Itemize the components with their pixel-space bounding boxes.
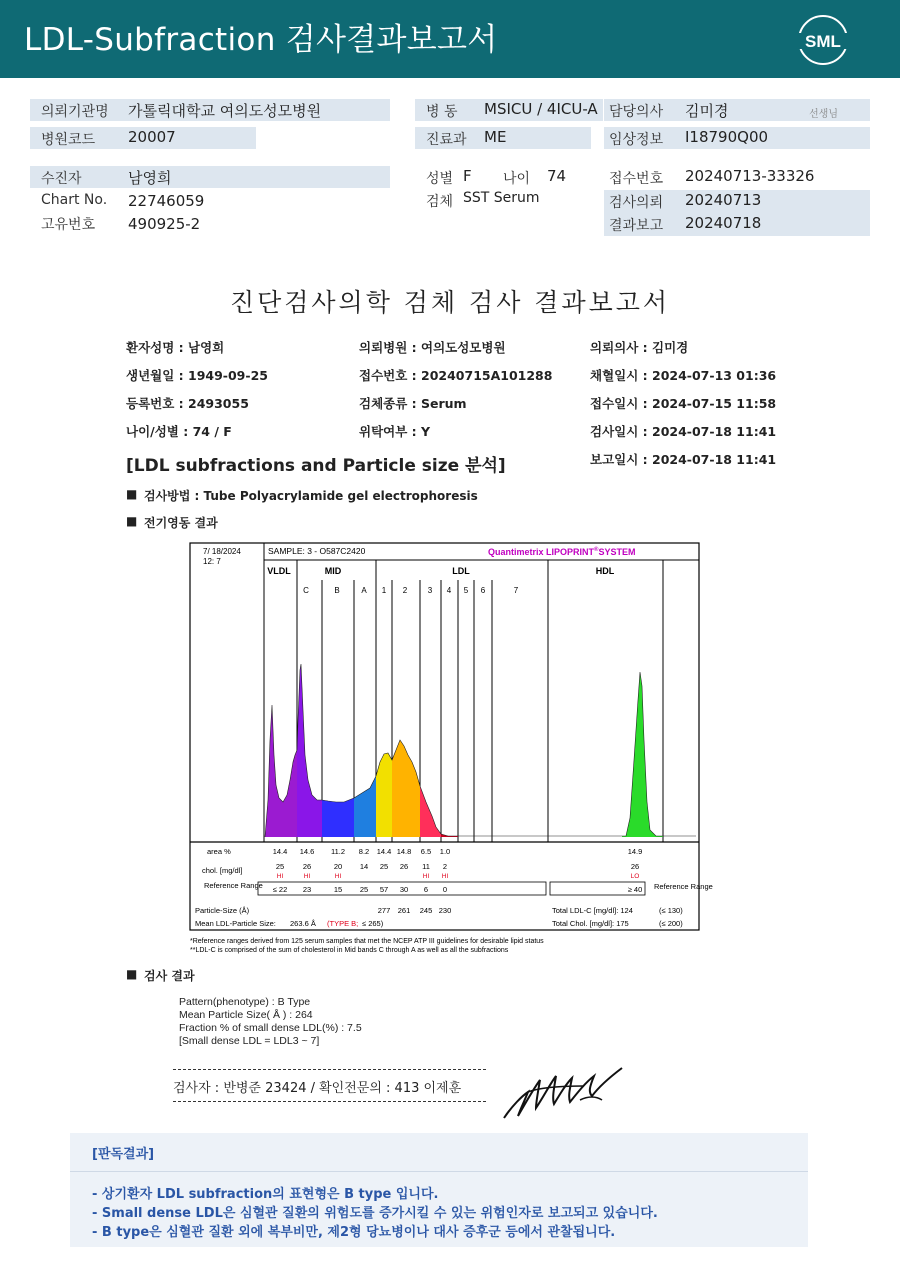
ref-value: 30 xyxy=(399,885,409,894)
area-value: 1.0 xyxy=(439,847,451,856)
patient-field: 보고일시 : 2024-07-18 11:41 xyxy=(590,452,777,467)
band-label: 5 xyxy=(463,586,469,595)
uid-value: 490925-2 xyxy=(128,215,201,233)
flag-value: HI xyxy=(334,873,342,880)
code-label: 병원코드 xyxy=(41,132,96,148)
total-ldl: Total LDL-C [mg/dl]: 124 xyxy=(552,906,633,915)
report-header xyxy=(0,0,900,78)
patient-field: 의뢰의사 : 김미경 xyxy=(590,340,689,355)
method-text: 검사방법 : Tube Polyacrylamide gel electrophoresis xyxy=(144,489,478,503)
flag-value: LO xyxy=(630,873,640,880)
inst-label: 의뢰기관명 xyxy=(41,104,109,120)
chart-label: Chart No. xyxy=(41,192,108,208)
patient-field: 검체종류 : Serum xyxy=(359,396,467,411)
band-label: B xyxy=(334,586,340,595)
flag-value: HI xyxy=(422,873,430,880)
section-title: [LDL subfractions and Particle size 분석] xyxy=(126,456,506,476)
result-line: Mean Particle Size( Å ) : 264 xyxy=(179,1009,313,1021)
conclusion-line: - 상기환자 LDL subfraction의 표현형은 B type 입니다. xyxy=(92,1187,439,1202)
ref-value: ≥ 40 xyxy=(627,885,643,894)
lipoprint-chart xyxy=(186,540,713,960)
chol-value: 25 xyxy=(379,862,389,871)
total-chol-ref: (≤ 200) xyxy=(659,919,683,928)
ref-value: 57 xyxy=(379,885,389,894)
bullet-icon: ■ xyxy=(126,967,138,981)
clinical-value: I18790Q00 xyxy=(685,128,769,146)
logo-text: SML xyxy=(805,32,841,51)
chol-value: 20 xyxy=(333,862,343,871)
footnote-1: *Reference ranges derived from 125 serum samples that met the NCEP ATP III guidelines for desirable lipid status xyxy=(190,938,544,945)
ref-value: ≤ 22 xyxy=(272,885,288,894)
specimen-label: 검체 xyxy=(426,194,454,210)
ref-value: 23 xyxy=(302,885,312,894)
patient-value: 남영희 xyxy=(128,169,172,187)
brand-sys: SYSTEM xyxy=(598,547,636,557)
band-label: 7 xyxy=(513,586,519,595)
brand-name xyxy=(488,546,635,557)
bullet-icon: ■ xyxy=(126,487,138,501)
area-value: 8.2 xyxy=(358,847,370,856)
doctor-label: 담당의사 xyxy=(609,104,664,120)
dept-label: 진료과 xyxy=(426,132,467,148)
band-label: C xyxy=(303,586,309,595)
chol-value: 26 xyxy=(630,862,640,871)
chol-value: 25 xyxy=(275,862,285,871)
particle-size-value: 230 xyxy=(438,906,452,915)
band-label: 2 xyxy=(402,586,408,595)
ward-label: 병 동 xyxy=(426,104,458,120)
info-bar xyxy=(30,166,390,188)
band-label: 6 xyxy=(480,586,486,595)
flag-value: HI xyxy=(276,873,284,880)
chart-frame xyxy=(190,543,699,930)
group-label: LDL xyxy=(452,566,470,576)
chol-value: 26 xyxy=(302,862,312,871)
patient-field: 의뢰병원 : 여의도성모병원 xyxy=(359,340,506,355)
conclusion-line: - B type은 심혈관 질환 외에 복부비만, 제2형 당뇨병이나 대사 증후군 등에서 관찰됩니다. xyxy=(92,1225,616,1240)
patient-field: 채혈일시 : 2024-07-13 01:36 xyxy=(590,368,777,383)
result-line: [Small dense LDL = LDL3 ~ 7] xyxy=(179,1035,320,1047)
ref-value: 6 xyxy=(423,885,429,894)
row-label-mean: Mean LDL-Particle Size: xyxy=(195,919,276,928)
request-value: 20240713 xyxy=(685,191,762,209)
ref-value: 0 xyxy=(442,885,448,894)
sex-value: F xyxy=(463,167,472,185)
chol-value: 26 xyxy=(399,862,409,871)
patient-field: 접수번호 : 20240715A101288 xyxy=(359,368,553,383)
divider xyxy=(70,1171,808,1172)
result-line: Fraction % of small dense LDL(%) : 7.5 xyxy=(179,1022,362,1034)
type-threshold: ≤ 265) xyxy=(362,919,384,928)
patient-field: 나이/성별 : 74 / F xyxy=(126,424,232,439)
inst-value: 가톨릭대학교 여의도성모병원 xyxy=(128,102,322,120)
divider xyxy=(173,1069,486,1070)
sex-label: 성별 xyxy=(426,171,454,187)
conclusion-line: - Small dense LDL은 심혈관 질환의 위험도를 증가시킬 수 있는 위험인자로 보고되고 있습니다. xyxy=(92,1206,658,1221)
electro-heading: 전기영동 결과 xyxy=(144,516,218,530)
brand-reg: ® xyxy=(594,547,599,553)
clinical-label: 임상정보 xyxy=(609,132,664,148)
area-value: 14.9 xyxy=(627,847,643,856)
brand-text: Quantimetrix LIPOPRINT xyxy=(488,547,595,557)
patient-field: 등록번호 : 2493055 xyxy=(126,396,249,411)
row-label-area: area % xyxy=(207,847,231,856)
flag-value: HI xyxy=(303,873,311,880)
report-title: 진단검사의학 검체 검사 결과보고서 xyxy=(229,288,671,317)
patient-field: 생년월일 : 1949-09-25 xyxy=(126,368,268,383)
dept-value: ME xyxy=(484,128,507,146)
doctor-value: 김미경 xyxy=(685,102,729,120)
chol-value: 11 xyxy=(422,862,430,871)
band-label: 3 xyxy=(427,586,433,595)
code-value: 20007 xyxy=(128,128,176,146)
particle-size-value: 245 xyxy=(419,906,433,915)
group-label: HDL xyxy=(595,566,615,576)
age-label: 나이 xyxy=(503,171,531,187)
ref-value: 25 xyxy=(359,885,369,894)
row-label-chol: chol. [mg/dl] xyxy=(202,866,243,875)
band-label: A xyxy=(361,586,367,595)
flag-value: HI xyxy=(441,873,449,880)
chol-value: 14 xyxy=(359,862,369,871)
age-value: 74 xyxy=(547,167,567,185)
result-line: Pattern(phenotype) : B Type xyxy=(179,996,311,1008)
band-label: 1 xyxy=(381,586,387,595)
total-chol: Total Chol. [mg/dl]: 175 xyxy=(552,919,629,928)
row-label-ref: Reference Range xyxy=(204,881,263,890)
result-heading: 검사 결과 xyxy=(144,969,195,983)
curve-fill-band-b xyxy=(322,798,354,837)
patient-label: 수진자 xyxy=(41,171,82,187)
page-title: LDL-Subfraction 검사결과보고서 xyxy=(24,22,498,58)
report-label: 결과보고 xyxy=(609,218,664,234)
signer-line: 검사자 : 반병준 23424 / 확인전문의 : 413 이제훈 xyxy=(173,1081,462,1096)
area-value: 14.4 xyxy=(376,847,392,856)
patient-field: 위탁여부 : Y xyxy=(359,424,431,439)
patient-field: 접수일시 : 2024-07-15 11:58 xyxy=(590,396,777,411)
request-label: 검사의뢰 xyxy=(609,195,664,211)
signature-icon xyxy=(498,1062,626,1124)
group-label: VLDL xyxy=(267,566,291,576)
doctor-suffix: 선생님 xyxy=(809,109,838,120)
chart-time: 12: 7 xyxy=(203,557,221,566)
area-value: 14.4 xyxy=(272,847,288,856)
chart-value: 22746059 xyxy=(128,192,205,210)
area-value: 6.5 xyxy=(420,847,432,856)
specimen-value: SST Serum xyxy=(463,190,540,206)
conclusion-heading: [판독결과] xyxy=(92,1147,155,1162)
sml-logo-icon xyxy=(796,13,850,67)
chart-date: 7/ 18/2024 xyxy=(203,547,241,556)
area-value: 11.2 xyxy=(330,847,346,856)
receipt-value: 20240713-33326 xyxy=(685,167,815,185)
mean-size: 263.6 Å xyxy=(290,919,316,928)
ref-value: 15 xyxy=(333,885,343,894)
particle-size-value: 277 xyxy=(377,906,391,915)
area-value: 14.6 xyxy=(299,847,315,856)
particle-size-value: 261 xyxy=(397,906,411,915)
divider xyxy=(173,1101,486,1102)
sample-id: SAMPLE: 3 - O587C2420 xyxy=(268,546,366,556)
bullet-icon: ■ xyxy=(126,514,138,528)
uid-label: 고유번호 xyxy=(41,217,96,233)
conclusion-box xyxy=(70,1133,808,1247)
footnote-2: **LDL-C is comprised of the sum of cholesterol in Mid bands C through A as well as all the subfractions xyxy=(190,947,509,954)
ward-value: MSICU / 4ICU-A xyxy=(484,100,598,118)
ref-side-label: Reference Range xyxy=(654,882,713,891)
type-label: (TYPE B; xyxy=(327,919,359,928)
report-value: 20240718 xyxy=(685,214,762,232)
patient-field: 환자성명 : 남영희 xyxy=(126,340,225,355)
receipt-label: 접수번호 xyxy=(609,171,664,187)
chol-value: 2 xyxy=(442,862,448,871)
patient-field: 검사일시 : 2024-07-18 11:41 xyxy=(590,424,777,439)
area-value: 14.8 xyxy=(396,847,412,856)
group-label: MID xyxy=(324,566,342,576)
total-ldl-ref: (≤ 130) xyxy=(659,906,683,915)
row-label-size: Particle-Size (Å) xyxy=(195,906,250,915)
band-label: 4 xyxy=(446,586,452,595)
